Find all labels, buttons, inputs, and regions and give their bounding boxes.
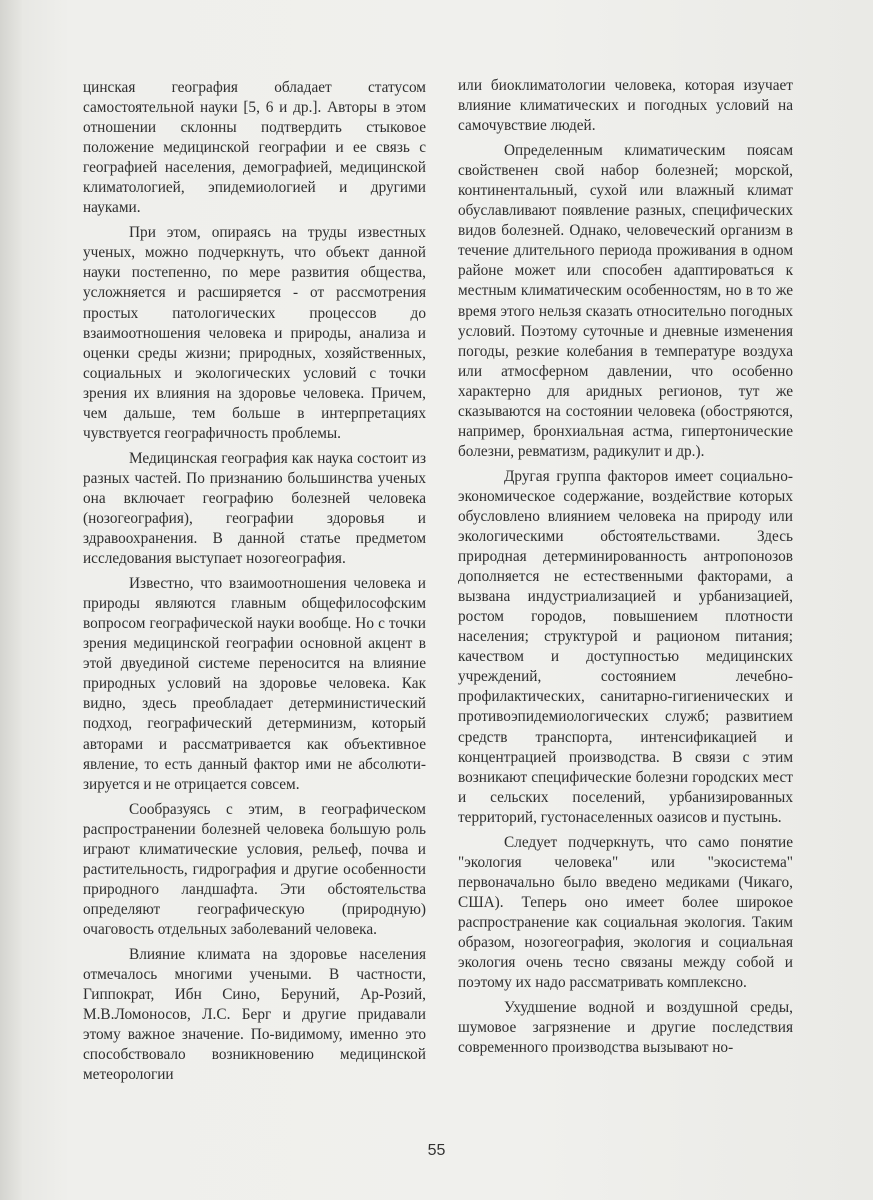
paragraph: Известно, что взаимоотношения человека и природы являются главным общефилософским вопросом географической науки вообще. Но с точки зрения медицинской географии основной акцент в этой двуединой системе переносится на влияние природных условий на здоровье человека. Как видно, здесь преобладает детерминистический подход, географический детерминизм, который авторами и рассматривается как объективное явление, то есть данный фактор ими не абсолютизируется и не отрицается совсем. bbox=[83, 575, 426, 793]
book-spine-shadow bbox=[0, 0, 22, 1200]
paragraph: Медицинская география как наука состоит из разных частей. По признанию большинства ученых она включает географию болезней человека (нозогеография), географии здоровья и здравоохранения. В данной статье предметом исследования выступает нозогеография. bbox=[83, 449, 426, 568]
paragraph: Другая группа факторов имеет социально-экономическое содержание, воздействие которых обусловлено влиянием человека на природу или экологическими обстоятельствами. Здесь природная детерминированность антропонозов дополняется не естественными факторами, а вызвана индустриализацией и урбанизацией, ростом городов, повышением плотности населения; структурой и рационом питания; качеством и доступностью медицинских учреждений, состоянием лечебно-профилактических, санитарно-гигиенических и противоэпидемиологических служб; развитием средств транспорта, интенсификацией и концентрацией производства. В связи с этим возникают специфические болезни городских мест и сельских поселений, урбанизированных территорий, густонаселенных оазисов и пустынь. bbox=[458, 467, 793, 826]
paragraph: При этом, опираясь на труды известных ученых, можно подчеркнуть, что объект данной науки постепенно, по мере развития общества, усложняется и расширяется - от рассмотрения простых патологических процессов до взаимоотношения человека и природы, анализа и оценки среды жизни; природных, хозяйственных, социальных и экологических условий с точки зрения их влияния на здоровье человека. Причем, чем дальше, тем больше в интерпретациях чувствуется географичность проблемы. bbox=[83, 224, 426, 442]
paragraph: Следует подчеркнуть, что само понятие "экология человека" или "экосистема" первоначально было введено медиками (Чикаго, США). Теперь оно имеет более широкое распространение как социальная экология. Таким образом, нозогеография, экология и социальная экология очень тесно связаны между собой и поэтому их надо рассматривать комплексно. bbox=[458, 833, 793, 992]
paragraph: цинская география обладает статусом самостоятельной науки [5, 6 и др.]. Авторы в этом отношении склонны подтвердить стыковое положение медицинской географии и ее связь с географией населения, демографией, медицинской климатологией, эпидемиологией и другими науками. bbox=[83, 79, 426, 217]
paragraph: Влияние климата на здоровье населения отмечалось многими учеными. В частности, Гиппократ, Ибн Сино, Беруний, Ар-Розий, М.В.Ломоносов, Л.С. Берг и другие придавали этому важное значение. По-видимому, именно это способствовало возникновению медицинской метеорологии bbox=[83, 945, 426, 1084]
left-text-column bbox=[83, 78, 426, 1090]
page-number: 55 bbox=[427, 1142, 446, 1159]
paragraph: Сообразуясь с этим, в географическом распространении болезней человека большую роль играют климатические условия, рельеф, почва и растительность, гидрография и другие особенности природного ландшафта. Эти обстоятельства определяют географическую (природную) очаговость отдельных заболеваний человека. bbox=[83, 800, 426, 938]
right-text-column bbox=[458, 76, 793, 1063]
paragraph: или биоклиматологии человека, которая изучает влияние климатических и погодных условий на самочувствие людей. bbox=[458, 77, 793, 135]
paragraph: Определенным климатическим поясам свойственен свой набор болезней; морской, континентальный, сухой или влажный климат обуславливают появление разных, специфических видов болезней. Однако, человеческий организм в течение длительного периода проживания в одном районе может или способен адаптироваться к местным климатическим особенностям, но в то же время этого нельзя сказать относительно погодных условий. Поэтому суточные и дневные изменения погоды, резкие колебания в температуре воздуха или атмосферном давлении, что особенно характерно для аридных регионов, тут же сказываются на состоянии человека (обостряются, например, бронхиальная астма, гипертонические болезни, ревматизм, радикулит и др.). bbox=[458, 142, 793, 460]
paragraph: Ухудшение водной и воздушной среды, шумовое загрязнение и другие последствия современного производства вызывают но- bbox=[458, 999, 793, 1057]
